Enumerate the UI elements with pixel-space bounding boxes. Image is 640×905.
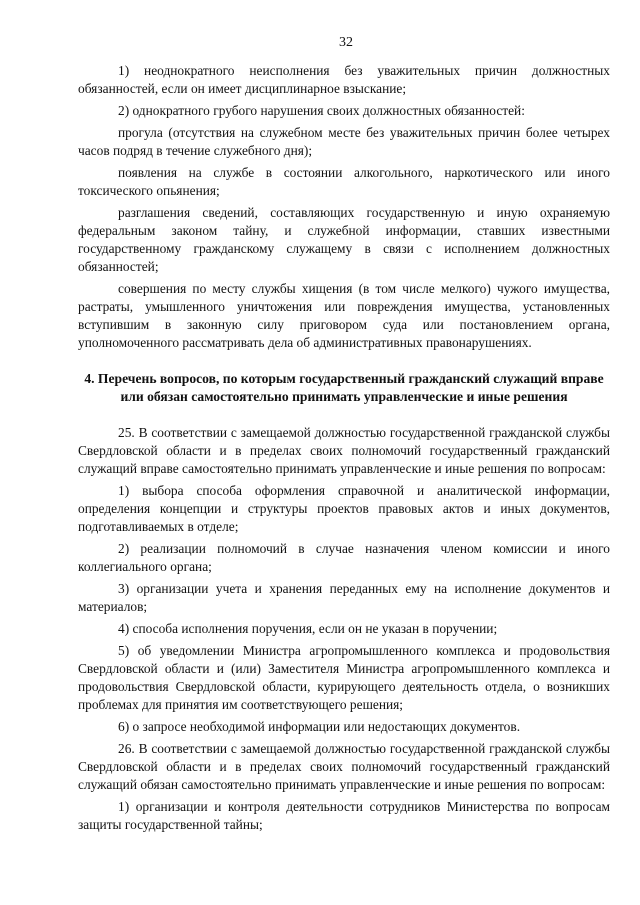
paragraph: 26. В соответствии с замещаемой должностью государственной гражданской службы Свердловской области и в пределах своих полномочий государственный гражданский служащий обязан самостоятельно принимать управленческие и иные решения по вопросам:: [78, 741, 610, 792]
document-page: [78, 34, 610, 838]
paragraph: 1) неоднократного неисполнения без уважительных причин должностных обязанностей, если он имеет дисциплинарное взыскание;: [78, 63, 610, 96]
paragraph: 3) организации учета и хранения переданных ему на исполнение документов и материалов;: [78, 581, 610, 614]
paragraph: 1) выбора способа оформления справочной и аналитической информации, определения концепции и структуры проектов правовых актов и иных документов, подготавливаемых в отделе;: [78, 483, 610, 534]
paragraph: 1) организации и контроля деятельности сотрудников Министерства по вопросам защиты государственной тайны;: [78, 799, 610, 832]
paragraph: 6) о запросе необходимой информации или недостающих документов.: [118, 719, 521, 734]
paragraph: появления на службе в состоянии алкогольного, наркотического или иного токсического опьянения;: [78, 165, 610, 198]
section-heading: 4. Перечень вопросов, по которым государственный гражданский служащий вправе или обязан самостоятельно принимать управленческие и иные решения: [84, 371, 604, 404]
section-decision-questions: [78, 424, 610, 834]
paragraph: 5) об уведомлении Министра агропромышленного комплекса и продовольствия Свердловской области и (или) Заместителя Министра агропромышленного комплекса и продовольствия Свердловской области, курирующего деятельность отдела, о возникших проблемах для принятия им соответствующего решения;: [78, 643, 610, 712]
section-dismissal-grounds: [78, 62, 610, 352]
paragraph: прогула (отсутствия на служебном месте без уважительных причин более четырех часов подряд в течение служебного дня);: [78, 125, 610, 158]
paragraph: совершения по месту службы хищения (в том числе мелкого) чужого имущества, растраты, умышленного уничтожения или повреждения имущества, установленных вступившим в законную силу приговором суда или постановлением органа, уполномоченного рассматривать дела об административных правонарушениях.: [78, 281, 610, 350]
paragraph: 2) реализации полномочий в случае назначения членом комиссии и иного коллегиального органа;: [78, 541, 610, 574]
paragraph: разглашения сведений, составляющих государственную и иную охраняемую федеральным законом тайну, и служебной информации, ставших известными государственному гражданскому служащему в связи с исполнением должностных обязанностей;: [78, 205, 610, 274]
paragraph: 2) однократного грубого нарушения своих должностных обязанностей:: [118, 103, 525, 118]
paragraph: 25. В соответствии с замещаемой должностью государственной гражданской службы Свердловской области и в пределах своих полномочий государственный гражданский служащий вправе самостоятельно принимать управленческие и иные решения по вопросам:: [78, 425, 610, 476]
page-number: 32: [339, 35, 353, 50]
paragraph: 4) способа исполнения поручения, если он не указан в поручении;: [118, 621, 498, 636]
